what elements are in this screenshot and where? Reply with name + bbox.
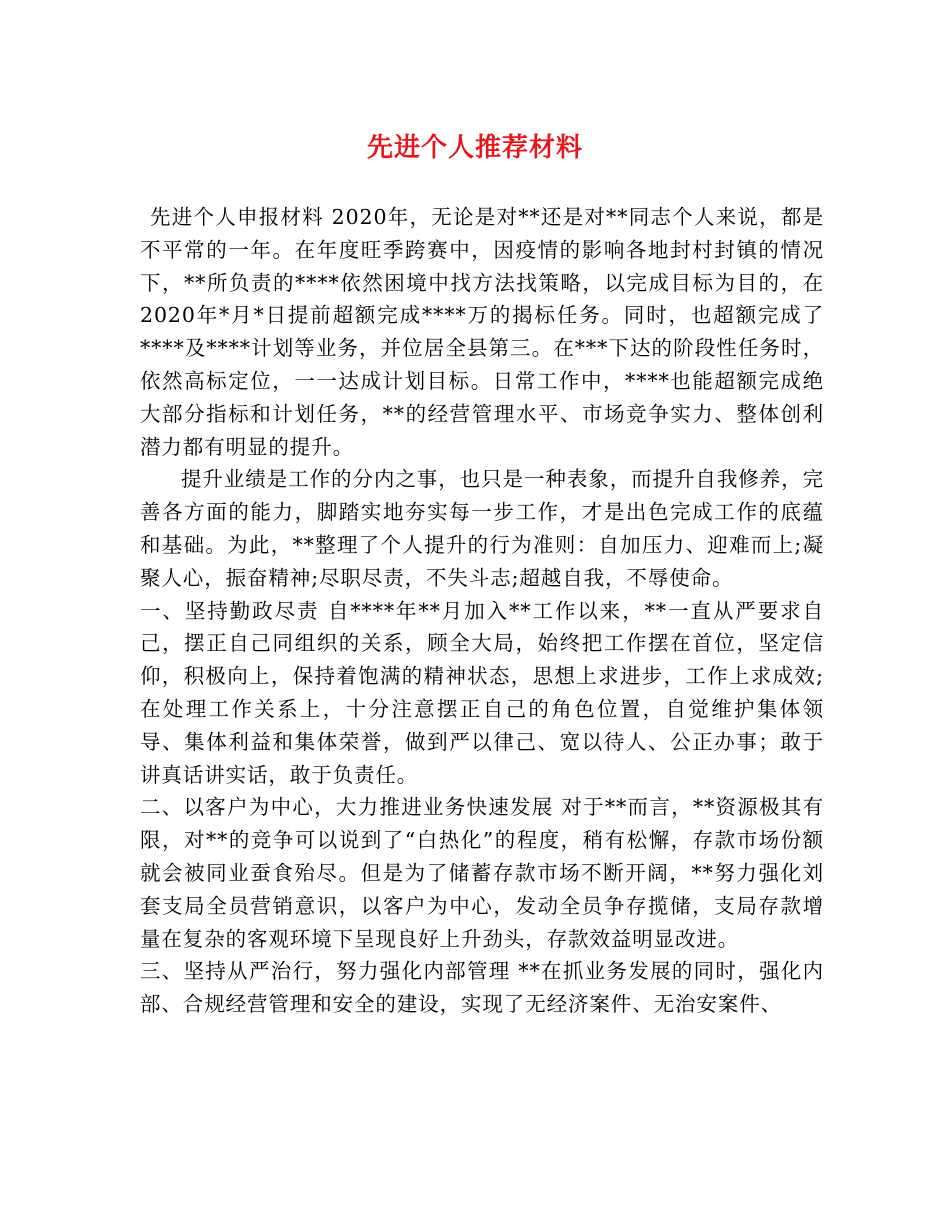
document-title: 先进个人推荐材料: [366, 133, 583, 163]
paragraph-section-one: 一、坚持勤政尽责 自****年**月加入**工作以来，**一直从严要求自己，摆正自己同组织的关系，顾全大局，始终把工作摆在首位，坚定信仰，积极向上，保持着饱满的精神状态，思想上求进步，工作上求成效;在处理工作关系上，十分注意摆正自己的角色位置，自觉维护集体领导、集体利益和集体荣誉，做到严以律己、宽以待人、公正办事；敢于讲真话讲实话，敢于负责任。: [140, 598, 824, 787]
paragraph-section-three: 三、坚持从严治行，努力强化内部管理 **在抓业务发展的同时，强化内部、合规经营管理和安全的建设，实现了无经济案件、无治安案件、: [140, 959, 824, 1017]
paragraph-section-two: 二、以客户为中心，大力推进业务快速发展 对于**而言，**资源极其有限，对**的竞争可以说到了“白热化”的程度，稍有松懈，存款市场份额就会被同业蚕食殆尽。但是为了储蓄存款市场不断开阔，**努力强化刘套支局全员营销意识，以客户为中心，发动全员争存揽储，支局存款增量在复杂的客观环境下呈现良好上升劲头，存款效益明显改进。: [140, 795, 824, 951]
document-body: [140, 201, 824, 1021]
paragraph-self-improvement: 提升业绩是工作的分内之事，也只是一种表象，而提升自我修养，完善各方面的能力，脚踏实地夯实每一步工作，才是出色完成工作的底蕴和基础。为此，**整理了个人提升的行为准则：自加压力、迎难而上;凝聚人心，振奋精神;尽职尽责，不失斗志;超越自我，不辱使命。: [140, 467, 824, 590]
paragraph-intro: 先进个人申报材料 2020年，无论是对**还是对**同志个人来说，都是不平常的一年。在年度旺季跨赛中，因疫情的影响各地封村封镇的情况下，**所负责的****依然困境中找方法找策略，以完成目标为目的，在2020年*月*日提前超额完成****万的揭标任务。同时，也超额完成了****及****计划等业务，并位居全县第三。在***下达的阶段性任务时，依然高标定位，一一达成计划目标。日常工作中，****也能超额完成绝大部分指标和计划任务，**的经营管理水平、市场竞争实力、整体创利潜力都有明显的提升。: [140, 205, 824, 459]
